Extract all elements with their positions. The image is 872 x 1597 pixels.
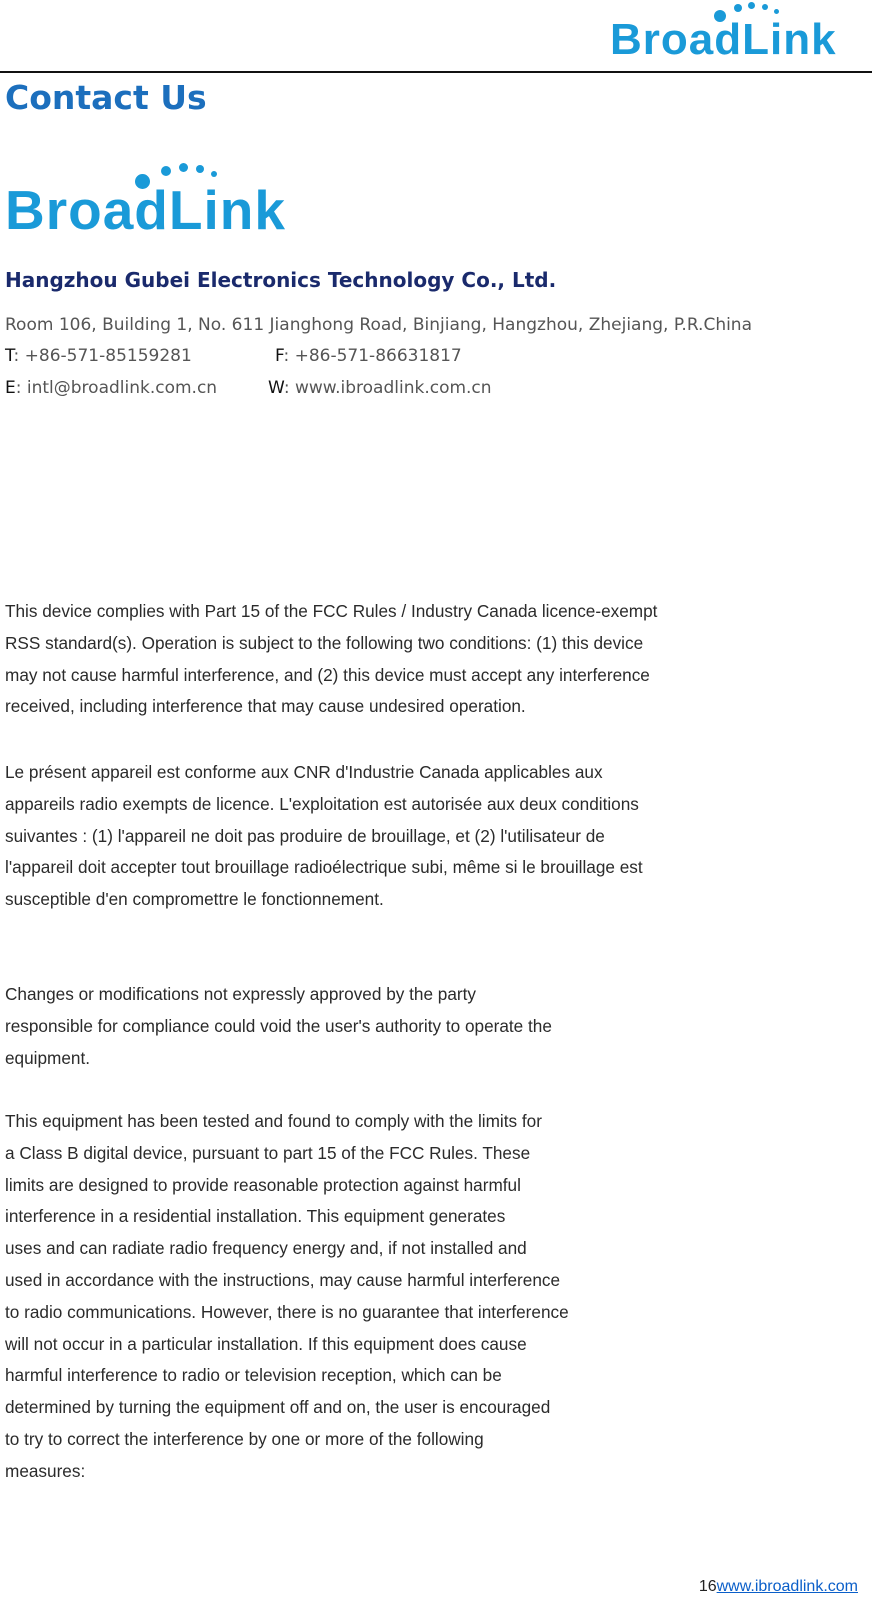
header-logo bbox=[610, 0, 850, 66]
email-value: : intl@broadlink.com.cn bbox=[15, 378, 218, 398]
company-name: Hangzhou Gubei Electronics Technology Co., Ltd. bbox=[5, 268, 557, 292]
web-label: W bbox=[268, 378, 284, 398]
tel-label: T bbox=[5, 346, 14, 366]
email-label: E bbox=[5, 378, 16, 398]
page-number: 16 bbox=[698, 1578, 717, 1595]
header-divider bbox=[0, 71, 872, 73]
fcc-ic-statement-en: This device complies with Part 15 of the FCC Rules / Industry Canada licence-exempt RSS standard(s). Operation is subject to the following two conditions: (1) this device may not cause harmful interference, and (2) this device must accept any interference received, including interference that may cause undesired operation. bbox=[5, 601, 658, 717]
web-value: : www.ibroadlink.com.cn bbox=[283, 378, 492, 398]
company-address: Room 106, Building 1, No. 611 Jianghong Road, Binjiang, Hangzhou, Zhejiang, P.R.China bbox=[5, 315, 753, 335]
fax-value: : +86-571-86631817 bbox=[283, 346, 462, 366]
company-logo-text: BroadLink bbox=[5, 179, 286, 241]
company-logo bbox=[5, 160, 305, 242]
class-b-statement: This equipment has been tested and found to comply with the limits for a Class B digital device, pursuant to part 15 of the FCC Rules. These limits are designed to provide reasonable protection against harmful interference in a residential installation. This equipment generates uses and can radiate radio frequency energy and, if not installed and used in accordance with the instructions, may cause harmful interference to radio communications. However, there is no guarantee that interference will not occur in a particular installation. If this equipment does cause harmful interference to radio or television reception, which can be determined by turning the equipment off and on, the user is encouraged to try to correct the interference by one or more of the following measures: bbox=[5, 1111, 569, 1481]
footer-website-link[interactable]: www.ibroadlink.com bbox=[716, 1578, 858, 1595]
page-title: Contact Us bbox=[5, 78, 207, 117]
web-line bbox=[268, 378, 492, 398]
fax-label: F bbox=[275, 346, 284, 366]
fax-line bbox=[275, 346, 462, 366]
header-logo-text: BroadLink bbox=[610, 15, 837, 64]
fcc-ic-statement-fr: Le présent appareil est conforme aux CNR d'Industrie Canada applicables aux appareils radio exempts de licence. L'exploitation est autorisée aux deux conditions suivantes : (1) l'appareil ne doit pas produire de brouillage, et (2) l'utilisateur de l'appareil doit accepter tout brouillage radioélectrique subi, même si le brouillage est susceptible d'en compromettre le fonctionnement. bbox=[5, 762, 643, 910]
changes-warning: Changes or modifications not expressly approved by the party responsible for compliance could void the user's authority to operate the equipment. bbox=[5, 984, 552, 1068]
phone-line bbox=[5, 346, 192, 366]
tel-value: : +86-571-85159281 bbox=[13, 346, 192, 366]
email-line bbox=[5, 378, 217, 398]
page-footer bbox=[699, 1578, 858, 1596]
